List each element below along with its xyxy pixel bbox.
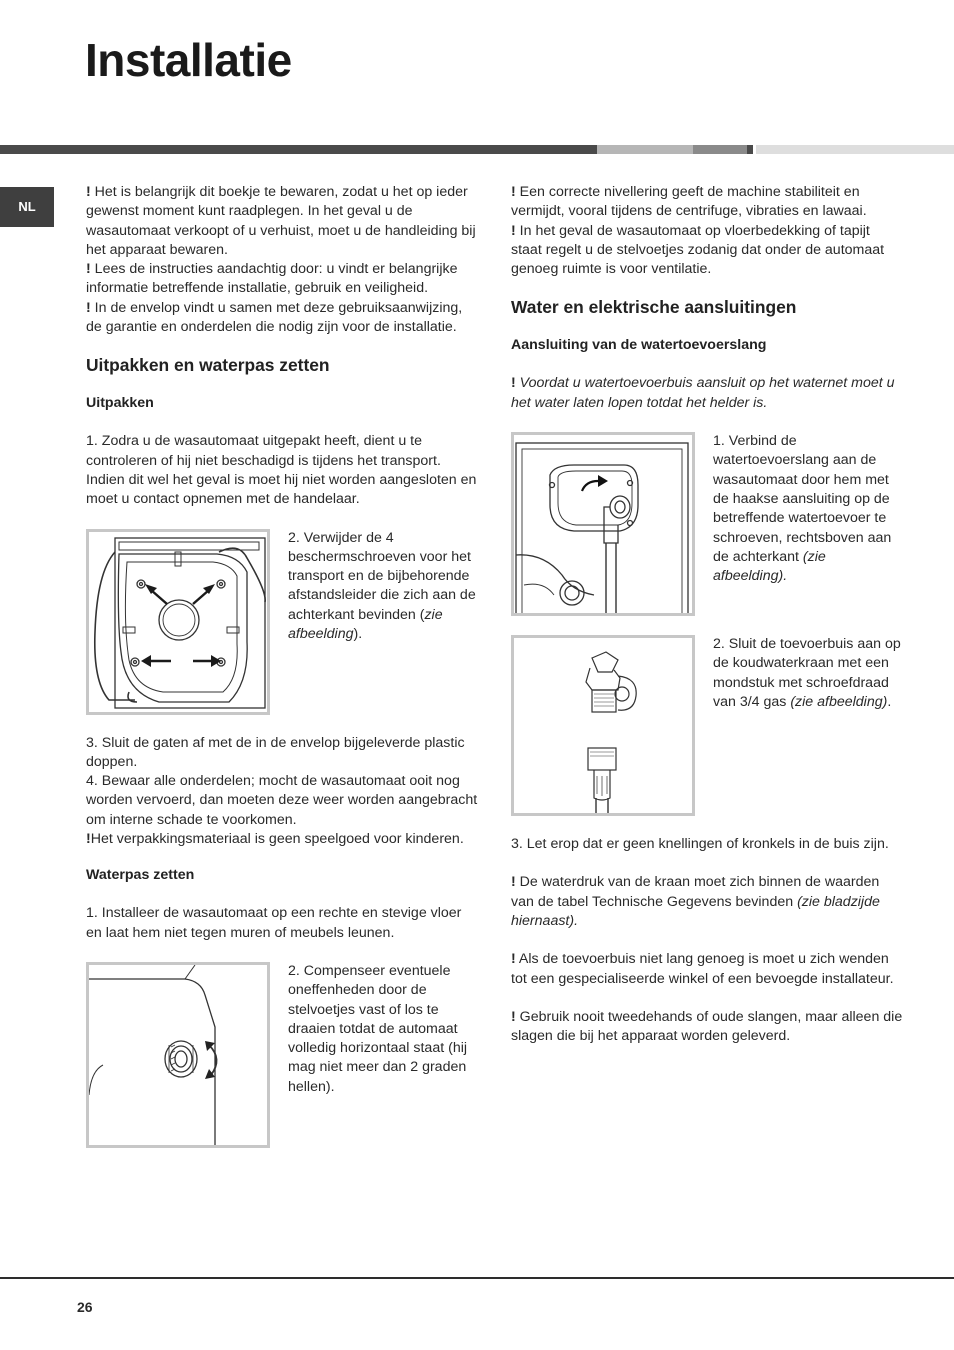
figure-row: [86, 529, 478, 715]
warning-mark: !: [511, 184, 516, 200]
warning-mark: !: [511, 222, 516, 239]
figure-row: [511, 635, 903, 816]
figure-caption: 2. Verwijder de 4 beschermschroeven voor het transport en de bijbehorende afstandsleider die zich aan de achterkant bevinden (zie afbeelding).: [288, 529, 476, 643]
left-column: [86, 183, 478, 1148]
header-rule-dark: [0, 145, 597, 154]
warning-paragraph: ! Als de toevoerbuis niet lang genoeg is moet u zich wenden tot een gespecialiseerde winkel of een bevoegde installateur.: [511, 951, 894, 987]
intro-paragraph: ! In de envelop vindt u samen met deze gebruiksaanwijzing, de garantie en onderdelen die nodig zijn voor de installatie.: [86, 299, 463, 336]
warning-paragraph: ! Voordat u watertoevoerbuis aansluit op het waternet moet u het water laten lopen totdat het helder is.: [511, 375, 895, 411]
hose-connection-illustration: [514, 435, 692, 613]
figure-levelling-foot: [86, 962, 270, 1148]
intro-paragraph: ! Het is belangrijk dit boekje te bewaren, zodat u het op ieder gewenst moment kunt raadplegen. In het geval u de wasautomaat verkoopt of u verhuist, moet u de handleiding bij het apparaat bewaren.: [86, 184, 476, 258]
figure-caption: 1. Verbind de watertoevoerslang aan de wasautomaat door hem met de haakse aansluiting op de betreffende watertoevoer te schroeven, rechtsboven aan de achterkant (zie afbeelding).: [713, 433, 892, 585]
warning-mark: !: [511, 1008, 516, 1025]
warning-mark: !: [511, 375, 516, 392]
header-rule-pale: [756, 145, 954, 154]
step-paragraph: 3. Sluit de gaten af met de in de envelop bijgeleverde plastic doppen.: [86, 734, 465, 770]
warning-mark: !: [86, 299, 91, 316]
header-rule-marker: [747, 145, 753, 154]
step-paragraph: 3. Let erop dat er geen knellingen of kronkels in de buis zijn.: [511, 836, 889, 853]
tap-and-nozzle-illustration: [514, 638, 692, 813]
warning-mark: !: [511, 951, 516, 968]
footer-rule: [0, 1277, 954, 1279]
subheading-unpack: Uitpakken: [86, 395, 154, 412]
page-title: Installatie: [85, 34, 292, 86]
page-number: 26: [77, 1299, 93, 1315]
warning-mark: !: [511, 874, 516, 891]
step-paragraph: 1. Installeer de wasautomaat op een rechte en stevige vloer en laat hem niet tegen muren of meubels leunen.: [86, 905, 462, 941]
intro-paragraph: ! Een correcte nivellering geeft de machine stabiliteit en vermijdt, vooral tijdens de centrifuge, vibraties en lawaai.: [511, 184, 867, 220]
figure-caption: 2. Compenseer eventuele oneffenheden door de stelvoetjes vast of los te draaien totdat de automaat volledig horizontaal staat (hij mag niet meer dan 2 graden hellen).: [288, 962, 468, 1095]
figure-hose-connection: [511, 432, 695, 616]
intro-paragraph: ! In het geval de wasautomaat op vloerbedekking of tapijt staat regelt u de stelvoetjes zodanig dat onder de automaat genoeg ruimte is voor ventilatie.: [511, 222, 885, 278]
header-rule-light: [597, 145, 693, 154]
intro-paragraph: ! Lees de instructies aandachtig door: u vindt er belangrijke informatie betreffende installatie, gebruik en veiligheid.: [86, 261, 458, 297]
section-heading-water-electric: Water en elektrische aansluitingen: [511, 297, 797, 318]
figure-transport-screws: [86, 529, 270, 715]
section-heading-unpack-level: Uitpakken en waterpas zetten: [86, 355, 330, 376]
subheading-level: Waterpas zetten: [86, 867, 195, 884]
subheading-inlet-hose: Aansluiting van de watertoevoerslang: [511, 337, 767, 354]
header-rule-mid: [693, 145, 747, 154]
step-paragraph: 1. Zodra u de wasautomaat uitgepakt heeft, dient u te controleren of hij niet beschadigd is tijdens het transport. Indien dit wel het geval is moet hij niet worden aangesloten en moet u contact opnemen met de handelaar.: [86, 433, 477, 508]
warning-paragraph: ! De waterdruk van de kraan moet zich binnen de waarden van de tabel Technische Gegevens bevinden (zie bladzijde hiernaast).: [511, 874, 880, 929]
warning-paragraph: !Het verpakkingsmateriaal is geen speelgoed voor kinderen.: [86, 831, 464, 848]
warning-paragraph: ! Gebruik nooit tweedehands of oude slangen, maar alleen die slagen die bij het apparaat worden geleverd.: [511, 1008, 903, 1045]
language-tab: NL: [0, 187, 54, 227]
figure-caption: 2. Sluit de toevoerbuis aan op de koudwaterkraan met een mondstuk met schroefdraad van 3/4 gas (zie afbeelding).: [713, 636, 901, 710]
right-column: [511, 183, 903, 1046]
figure-row: [511, 432, 903, 616]
warning-mark: !: [86, 184, 91, 200]
warning-mark: !: [86, 261, 91, 278]
step-paragraph: 4. Bewaar alle onderdelen; mocht de wasautomaat ooit nog worden vervoerd, dan moeten deze weer worden aangebracht om interne schade te voorkomen.: [86, 773, 478, 828]
figure-tap-connection: [511, 635, 695, 816]
warning-mark: !: [86, 831, 91, 848]
washer-back-illustration: [89, 532, 267, 712]
figure-row: [86, 962, 478, 1148]
levelling-foot-illustration: [89, 965, 267, 1145]
